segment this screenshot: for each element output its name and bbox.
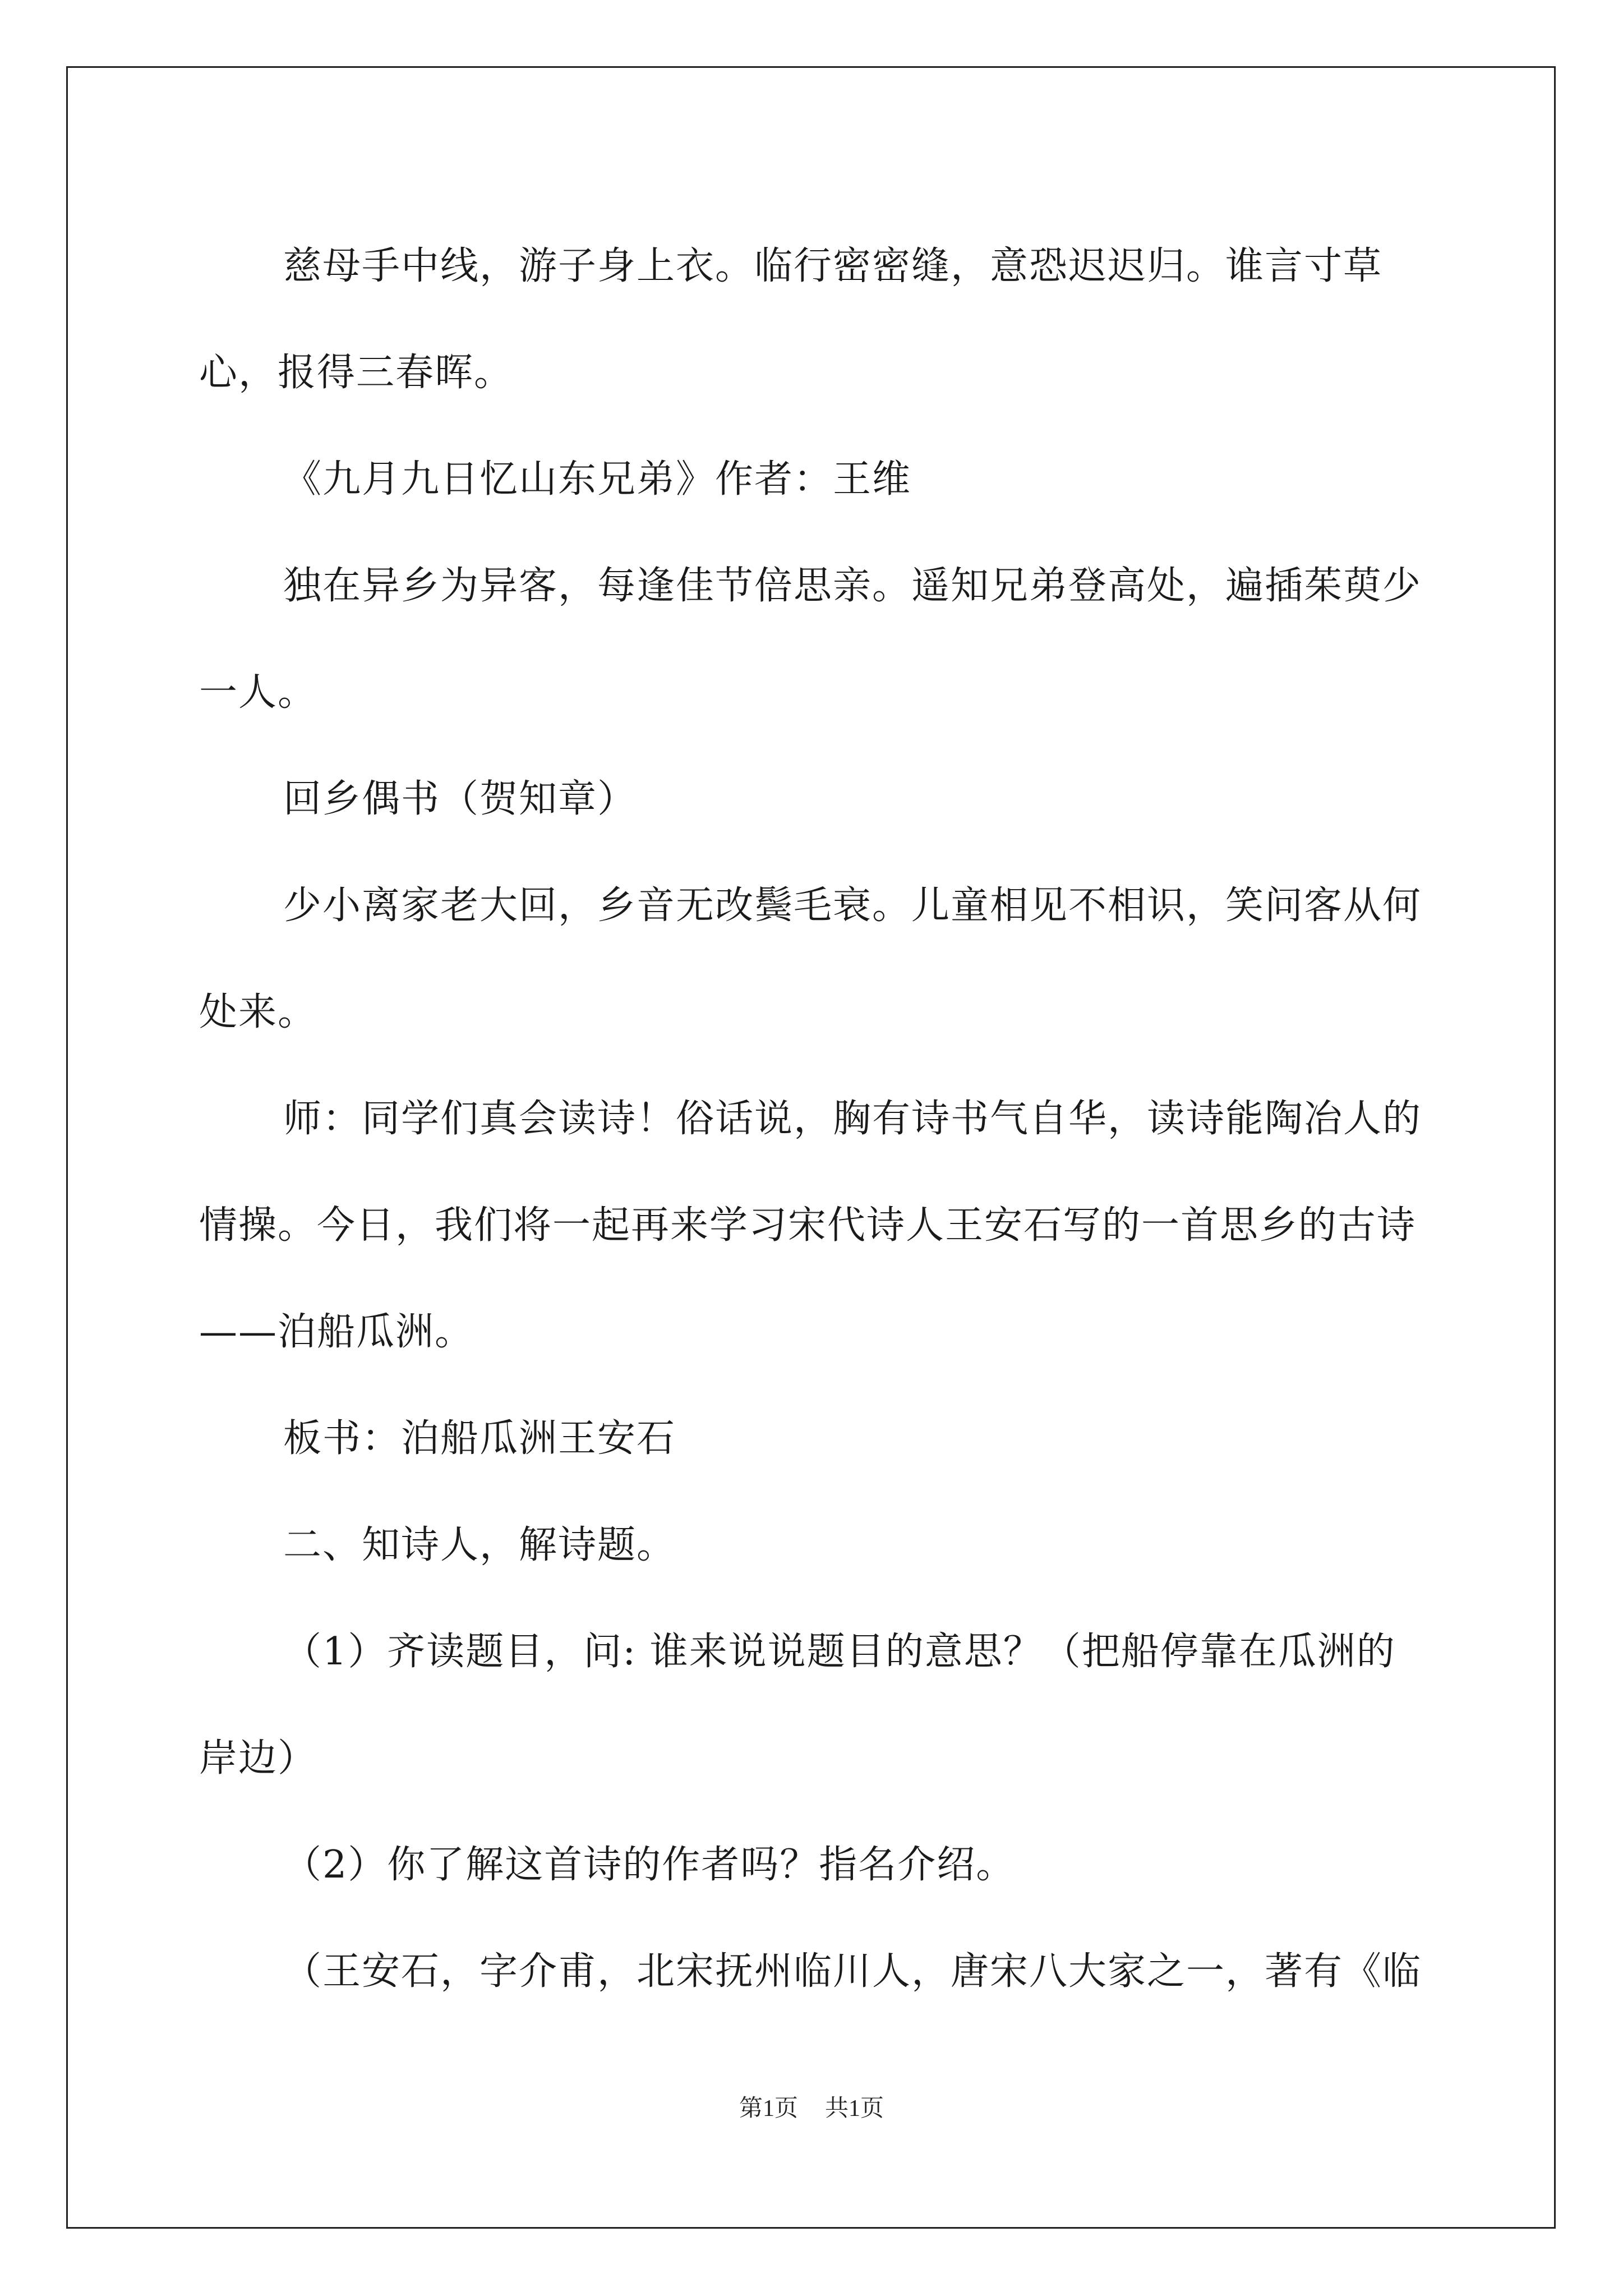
paragraph-blackboard: 板书：泊船瓜洲王安石 xyxy=(283,1416,676,1461)
paragraph-poem-jiuyue: 独在异乡为异客，每逢佳节倍思亲。遥知兄弟登高处，遍插茱萸少一人。 xyxy=(199,564,1422,715)
paragraph-poem-title-jiuyue: 《九月九日忆山东兄弟》作者：王维 xyxy=(283,457,912,501)
page-total: 共1页 xyxy=(825,2096,884,2122)
page-number: 第1页 xyxy=(739,2096,798,2122)
paragraph-poem-title-huixiang: 回乡偶书（贺知章） xyxy=(283,777,637,821)
paragraph-teacher-intro: 师：同学们真会读诗！俗话说，胸有诗书气自华，读诗能陶冶人的情操。今日，我们将一起再来学习宋代诗人王安石写的一首思乡的古诗——泊船瓜洲。 xyxy=(199,1097,1422,1354)
page-footer xyxy=(0,2090,1623,2123)
paragraph-poem-huixiang: 少小离家老大回，乡音无改鬓毛衰。儿童相见不相识，笑问客从何处来。 xyxy=(199,884,1422,1034)
document-body xyxy=(199,213,1424,2025)
paragraph-author-bio: （王安石，字介甫，北宋抚州临川人，唐宋八大家之一，著有《临 xyxy=(283,1949,1422,1994)
paragraph-section-heading: 二、知诗人，解诗题。 xyxy=(283,1523,676,1567)
paragraph-step-1: （1）齐读题目，问: 谁来说说题目的意思？（把船停靠在瓜洲的岸边） xyxy=(199,1630,1396,1780)
paragraph-step-2: （2）你了解这首诗的作者吗？指名介绍。 xyxy=(283,1843,1016,1887)
paragraph-poem-youziyin: 慈母手中线，游子身上衣。临行密密缝，意恐迟迟归。谁言寸草心，报得三春晖。 xyxy=(199,244,1383,395)
